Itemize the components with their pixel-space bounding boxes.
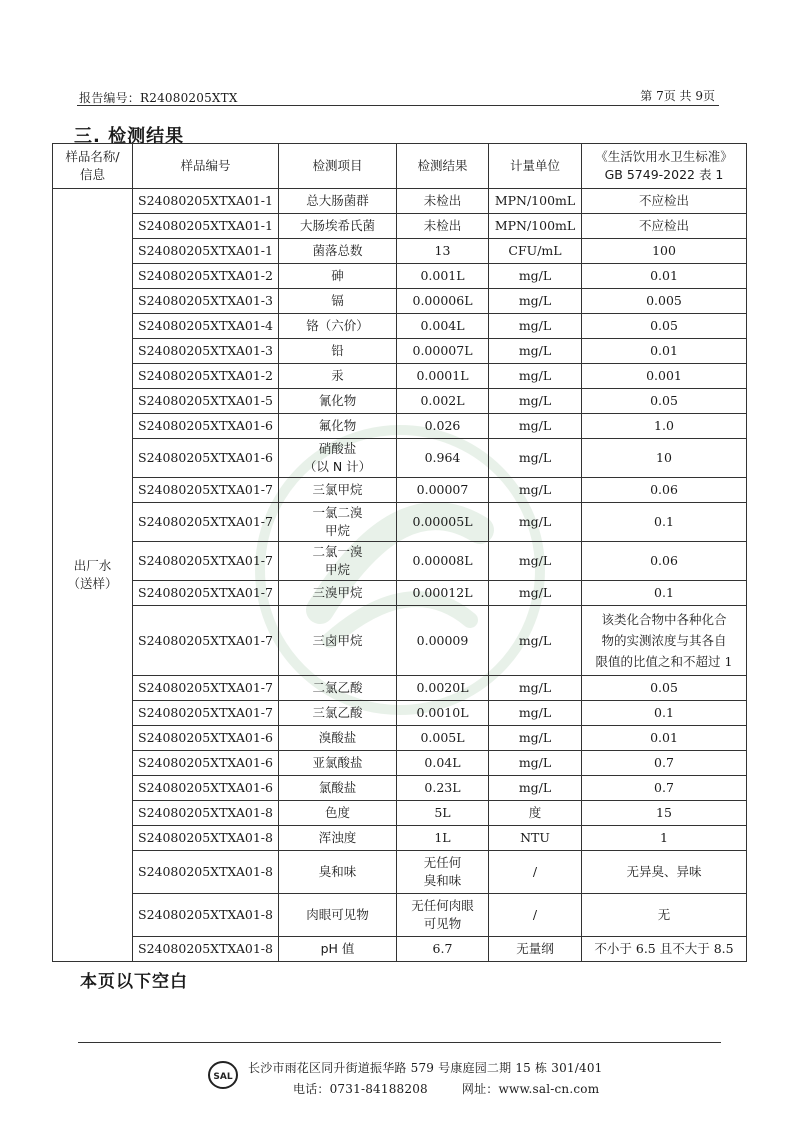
footer-divider [78,1042,721,1043]
unit-cell: NTU [489,826,582,851]
table-row [53,776,747,801]
footer-phone: 电话：0731-84188208 [293,1082,428,1096]
unit-cell: / [489,851,582,894]
limit-cell: 0.06 [582,478,747,503]
sample-no-cell: S24080205XTXA01-5 [133,389,279,414]
limit-cell: 0.1 [582,701,747,726]
sample-no-cell: S24080205XTXA01-7 [133,542,279,581]
unit-cell: mg/L [489,264,582,289]
unit-cell: CFU/mL [489,239,582,264]
col-header-sample-name: 样品名称/ 信息 [53,144,133,189]
col-header-sample-no: 样品编号 [133,144,279,189]
result-cell: 0.00007 [397,478,489,503]
table-row [53,701,747,726]
sample-no-cell: S24080205XTXA01-2 [133,264,279,289]
limit-cell: 不应检出 [582,189,747,214]
sample-no-cell: S24080205XTXA01-8 [133,801,279,826]
sample-no-cell: S24080205XTXA01-7 [133,503,279,542]
blank-note: 本页以下空白 [80,972,188,992]
test-item-cell: 三氯乙酸 [279,701,397,726]
result-cell: 13 [397,239,489,264]
table-row [53,676,747,701]
test-item-cell: 浑浊度 [279,826,397,851]
unit-cell: mg/L [489,676,582,701]
table-row [53,314,747,339]
result-cell: 0.00007L [397,339,489,364]
result-cell: 0.00012L [397,581,489,606]
result-cell: 0.964 [397,439,489,478]
footer-contact [293,1080,599,1097]
table-row [53,826,747,851]
test-item-cell: 一氯二溴 甲烷 [279,503,397,542]
sample-no-cell: S24080205XTXA01-7 [133,701,279,726]
result-cell: 0.0001L [397,364,489,389]
sample-no-cell: S24080205XTXA01-6 [133,751,279,776]
limit-cell: 0.7 [582,776,747,801]
result-cell: 0.00005L [397,503,489,542]
test-item-cell: 二氯乙酸 [279,676,397,701]
result-cell: 1L [397,826,489,851]
unit-cell: / [489,894,582,937]
unit-cell: mg/L [489,701,582,726]
footer-website: 网址：www.sal-cn.com [461,1082,600,1096]
report-number [79,89,238,106]
limit-cell: 0.005 [582,289,747,314]
test-item-cell: 菌落总数 [279,239,397,264]
sample-no-cell: S24080205XTXA01-2 [133,364,279,389]
table-row [53,214,747,239]
section-title: 三. 检测结果 [74,126,185,147]
limit-cell: 该类化合物中各种化合 物的实测浓度与其各自 限值的比值之和不超过 1 [582,606,747,676]
table-row [53,606,747,676]
table-row [53,189,747,214]
limit-cell: 0.1 [582,503,747,542]
result-cell: 0.004L [397,314,489,339]
table-body [53,189,747,962]
col-header-test-item: 检测项目 [279,144,397,189]
limit-cell: 100 [582,239,747,264]
test-item-cell: 砷 [279,264,397,289]
header-divider [77,105,719,106]
result-cell: 0.00009 [397,606,489,676]
test-item-cell: 汞 [279,364,397,389]
result-cell: 0.00006L [397,289,489,314]
result-cell: 0.001L [397,264,489,289]
limit-cell: 无异臭、异味 [582,851,747,894]
test-item-cell: 氯酸盐 [279,776,397,801]
unit-cell: mg/L [489,439,582,478]
logo-text: SAL [213,1072,233,1082]
limit-cell: 不小于 6.5 且不大于 8.5 [582,937,747,962]
limit-cell: 1 [582,826,747,851]
table-row [53,364,747,389]
sample-no-cell: S24080205XTXA01-7 [133,676,279,701]
footer-address: 长沙市雨花区同升街道振华路 579 号康庭园二期 15 栋 301/401 [248,1061,603,1075]
limit-cell: 10 [582,439,747,478]
table-row [53,801,747,826]
table-row [53,937,747,962]
limit-cell: 0.001 [582,364,747,389]
test-item-cell: 总大肠菌群 [279,189,397,214]
sample-no-cell: S24080205XTXA01-8 [133,851,279,894]
table-row [53,503,747,542]
sample-no-cell: S24080205XTXA01-7 [133,606,279,676]
table-row [53,389,747,414]
sample-no-cell: S24080205XTXA01-6 [133,776,279,801]
unit-cell: mg/L [489,389,582,414]
page-info: 第 7页 共 9页 [640,89,715,103]
test-item-cell: 色度 [279,801,397,826]
unit-cell: mg/L [489,478,582,503]
test-item-cell: 氰化物 [279,389,397,414]
test-item-cell: 三溴甲烷 [279,581,397,606]
limit-cell: 不应检出 [582,214,747,239]
sample-no-cell: S24080205XTXA01-8 [133,826,279,851]
test-item-cell: 镉 [279,289,397,314]
sal-logo-icon [208,1060,238,1090]
unit-cell: mg/L [489,581,582,606]
table-row [53,439,747,478]
test-item-cell: 肉眼可见物 [279,894,397,937]
result-cell: 0.04L [397,751,489,776]
col-header-unit: 计量单位 [489,144,582,189]
col-header-result: 检测结果 [397,144,489,189]
result-cell: 未检出 [397,189,489,214]
unit-cell: 度 [489,801,582,826]
unit-cell: mg/L [489,289,582,314]
limit-cell: 0.05 [582,676,747,701]
result-cell: 0.23L [397,776,489,801]
sample-no-cell: S24080205XTXA01-4 [133,314,279,339]
test-item-cell: 硝酸盐 （以 N 计） [279,439,397,478]
limit-cell: 0.01 [582,726,747,751]
limit-cell: 0.05 [582,314,747,339]
sample-no-cell: S24080205XTXA01-6 [133,439,279,478]
sample-no-cell: S24080205XTXA01-8 [133,894,279,937]
unit-cell: mg/L [489,776,582,801]
sample-no-cell: S24080205XTXA01-1 [133,214,279,239]
limit-cell: 0.05 [582,389,747,414]
unit-cell: mg/L [489,503,582,542]
test-item-cell: 氟化物 [279,414,397,439]
sample-group-cell: 出厂水 （送样） [53,189,133,962]
unit-cell: MPN/100mL [489,189,582,214]
test-item-cell: 溴酸盐 [279,726,397,751]
test-item-cell: 亚氯酸盐 [279,751,397,776]
unit-cell: mg/L [489,414,582,439]
table-row [53,581,747,606]
test-item-cell: 臭和味 [279,851,397,894]
result-cell: 0.0020L [397,676,489,701]
test-item-cell: 二氯一溴 甲烷 [279,542,397,581]
result-cell: 5L [397,801,489,826]
sample-no-cell: S24080205XTXA01-3 [133,289,279,314]
unit-cell: MPN/100mL [489,214,582,239]
test-item-cell: 三氯甲烷 [279,478,397,503]
table-row [53,894,747,937]
sample-no-cell: S24080205XTXA01-3 [133,339,279,364]
result-cell: 0.005L [397,726,489,751]
result-cell: 0.026 [397,414,489,439]
test-item-cell: pH 值 [279,937,397,962]
table-row [53,289,747,314]
limit-cell: 0.06 [582,542,747,581]
table-row [53,751,747,776]
limit-cell: 0.01 [582,339,747,364]
table-row [53,339,747,364]
sample-no-cell: S24080205XTXA01-8 [133,937,279,962]
unit-cell: mg/L [489,751,582,776]
sample-no-cell: S24080205XTXA01-6 [133,726,279,751]
unit-cell: mg/L [489,726,582,751]
unit-cell: 无量纲 [489,937,582,962]
limit-cell: 无 [582,894,747,937]
col-header-standard: 《生活饮用水卫生标准》 GB 5749-2022 表 1 [582,144,747,189]
result-cell: 无任何 臭和味 [397,851,489,894]
limit-cell: 0.1 [582,581,747,606]
test-item-cell: 大肠埃希氏菌 [279,214,397,239]
result-cell: 0.002L [397,389,489,414]
limit-cell: 0.7 [582,751,747,776]
sample-no-cell: S24080205XTXA01-7 [133,581,279,606]
unit-cell: mg/L [489,364,582,389]
table-row [53,851,747,894]
table-header-row [53,144,747,189]
test-item-cell: 铬（六价） [279,314,397,339]
results-table [52,143,747,962]
table-row [53,726,747,751]
unit-cell: mg/L [489,542,582,581]
report-number-label: 报告编号： [79,91,141,105]
table-row [53,478,747,503]
table-row [53,239,747,264]
result-cell: 0.00008L [397,542,489,581]
unit-cell: mg/L [489,314,582,339]
result-cell: 无任何肉眼 可见物 [397,894,489,937]
limit-cell: 0.01 [582,264,747,289]
report-number-value: R24080205XTX [140,91,238,105]
sample-no-cell: S24080205XTXA01-7 [133,478,279,503]
sample-no-cell: S24080205XTXA01-1 [133,189,279,214]
limit-cell: 1.0 [582,414,747,439]
result-cell: 6.7 [397,937,489,962]
test-item-cell: 铅 [279,339,397,364]
test-item-cell: 三卤甲烷 [279,606,397,676]
limit-cell: 15 [582,801,747,826]
table-row [53,264,747,289]
table-row [53,542,747,581]
result-cell: 0.0010L [397,701,489,726]
sample-no-cell: S24080205XTXA01-1 [133,239,279,264]
unit-cell: mg/L [489,606,582,676]
result-cell: 未检出 [397,214,489,239]
unit-cell: mg/L [489,339,582,364]
sample-no-cell: S24080205XTXA01-6 [133,414,279,439]
table-row [53,414,747,439]
